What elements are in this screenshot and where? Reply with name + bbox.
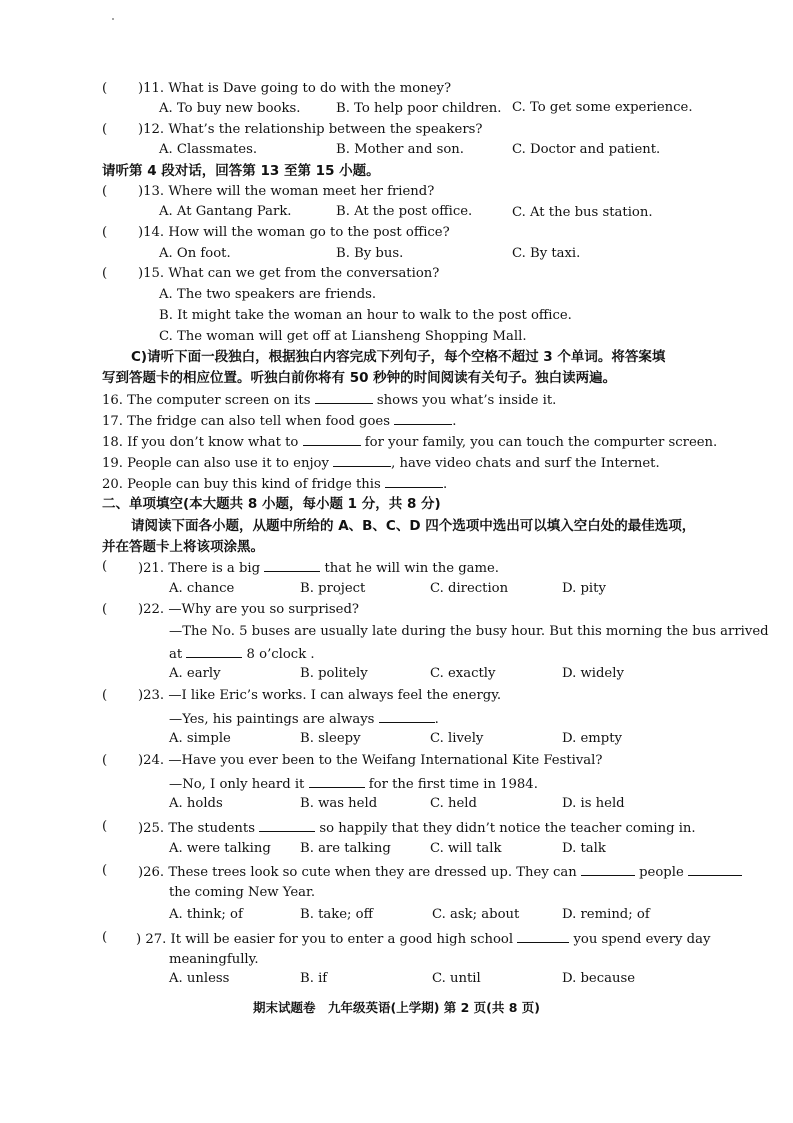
question-stem: How will the woman go to the post office? bbox=[168, 225, 450, 240]
question-stem: Where will the woman meet her friend? bbox=[168, 184, 435, 199]
dialogue-text: —No, I only heard it bbox=[169, 777, 309, 792]
option-d: D. widely bbox=[562, 666, 624, 681]
dialogue-line bbox=[169, 775, 538, 793]
answer-paren: ( bbox=[102, 863, 108, 878]
option-c: C. until bbox=[432, 971, 481, 986]
option-c: C. direction bbox=[430, 581, 509, 596]
answer-blank bbox=[394, 412, 452, 425]
fill-item-17 bbox=[102, 412, 456, 430]
answer-paren: ( bbox=[102, 266, 108, 281]
question-number: )24. bbox=[138, 753, 165, 768]
page-footer: 期末试题卷 九年级英语(上学期) 第 2 页(共 8 页) bbox=[252, 1000, 540, 1015]
question-stem: The students bbox=[168, 821, 260, 836]
question-12 bbox=[138, 122, 482, 138]
question-21 bbox=[138, 559, 499, 577]
question-number: )22. bbox=[138, 602, 165, 617]
fill-text: 20. People can buy this kind of fridge this bbox=[102, 477, 385, 492]
dialogue-text: —Yes, his paintings are always bbox=[169, 712, 379, 727]
option-c: C. By taxi. bbox=[512, 246, 581, 261]
question-stem-continued: meaningfully. bbox=[169, 952, 259, 967]
question-14 bbox=[138, 225, 450, 241]
question-27 bbox=[136, 930, 710, 948]
question-stem: people bbox=[634, 865, 688, 880]
answer-blank bbox=[264, 559, 320, 572]
question-25 bbox=[138, 819, 696, 837]
question-stem: What can we get from the conversation? bbox=[168, 266, 440, 281]
answer-paren: ( bbox=[102, 122, 108, 137]
option-c: C. exactly bbox=[430, 666, 496, 681]
fill-text: shows you what’s inside it. bbox=[372, 393, 557, 408]
option-b: B. At the post office. bbox=[336, 204, 473, 219]
answer-blank bbox=[379, 710, 435, 723]
option-d: D. talk bbox=[562, 841, 606, 856]
option-b: B. take; off bbox=[300, 907, 373, 922]
question-11 bbox=[138, 81, 451, 97]
option-a: A. simple bbox=[169, 731, 231, 746]
fill-text: 17. The fridge can also tell when food goes bbox=[102, 414, 395, 429]
answer-paren: ( bbox=[102, 930, 108, 945]
fill-text: . bbox=[452, 414, 457, 429]
section4-instruction: 请听第 4 段对话，回答第 13 至第 15 小题。 bbox=[102, 163, 380, 179]
question-stem-continued: the coming New Year. bbox=[169, 885, 316, 900]
answer-paren: ( bbox=[102, 753, 108, 768]
option-a: A. early bbox=[169, 666, 221, 681]
option-c: C. lively bbox=[430, 731, 484, 746]
dialogue-text: for the first time in 1984. bbox=[364, 777, 538, 792]
option-a: A. The two speakers are friends. bbox=[159, 287, 377, 302]
option-a: A. Classmates. bbox=[159, 142, 258, 157]
option-d: D. is held bbox=[562, 796, 625, 811]
question-24 bbox=[138, 753, 602, 769]
part2-instruction-1: 请阅读下面各小题，从题中所给的 A、B、C、D 四个选项中选出可以填入空白处的最佳选项， bbox=[131, 518, 696, 534]
question-23 bbox=[138, 688, 501, 704]
option-c: C. held bbox=[430, 796, 477, 811]
dialogue-text: 8 o’clock . bbox=[242, 647, 315, 662]
question-stem: What’s the relationship between the speakers? bbox=[168, 122, 483, 137]
answer-blank bbox=[309, 775, 365, 788]
question-22 bbox=[138, 602, 359, 618]
fill-text: for your family, you can touch the compurter screen. bbox=[360, 435, 718, 450]
fill-item-20 bbox=[102, 475, 447, 493]
dialogue-line: —I like Eric’s works. I can always feel the energy. bbox=[168, 688, 502, 703]
question-15 bbox=[138, 266, 439, 282]
question-stem: There is a big bbox=[168, 561, 265, 576]
answer-blank bbox=[688, 863, 742, 876]
question-stem: What is Dave going to do with the money? bbox=[168, 81, 452, 96]
dialogue-line: —Have you ever been to the Weifang International Kite Festival? bbox=[168, 753, 603, 768]
answer-paren: ( bbox=[102, 819, 108, 834]
answer-paren: ( bbox=[102, 81, 108, 96]
option-a: A. On foot. bbox=[159, 246, 231, 261]
option-a: A. To buy new books. bbox=[159, 101, 301, 116]
answer-blank bbox=[259, 819, 315, 832]
option-c: C. The woman will get off at Liansheng Shopping Mall. bbox=[159, 329, 527, 344]
option-a: A. think; of bbox=[169, 907, 243, 922]
scan-speck bbox=[112, 18, 114, 20]
option-b: B. politely bbox=[300, 666, 368, 681]
option-d: D. empty bbox=[562, 731, 622, 746]
section-c-instruction-1: C)请听下面一段独白，根据独白内容完成下列句子，每个空格不超过 3 个单词。将答案填 bbox=[131, 349, 666, 365]
answer-blank bbox=[303, 433, 361, 446]
fill-text: 19. People can also use it to enjoy bbox=[102, 456, 334, 471]
option-d: D. pity bbox=[562, 581, 606, 596]
option-a: A. unless bbox=[169, 971, 230, 986]
option-c: C. ask; about bbox=[432, 907, 520, 922]
answer-paren: ( bbox=[102, 184, 108, 199]
option-c: C. To get some experience. bbox=[512, 100, 693, 115]
dialogue-line: —The No. 5 buses are usually late during the busy hour. But this morning the bus arrived bbox=[169, 624, 769, 639]
dialogue-line bbox=[169, 710, 439, 728]
option-a: A. were talking bbox=[169, 841, 271, 856]
option-b: B. Mother and son. bbox=[336, 142, 464, 157]
question-number: )11. bbox=[138, 81, 165, 96]
answer-blank bbox=[385, 475, 443, 488]
question-number: )26. bbox=[138, 865, 165, 880]
dialogue-text: . bbox=[434, 712, 439, 727]
option-c: C. will talk bbox=[430, 841, 502, 856]
option-d: D. because bbox=[562, 971, 636, 986]
fill-text: , have video chats and surf the Internet. bbox=[391, 456, 660, 471]
fill-item-16 bbox=[102, 391, 556, 409]
question-number: ) 27. bbox=[136, 932, 167, 947]
dialogue-line: —Why are you so surprised? bbox=[168, 602, 359, 617]
question-number: )14. bbox=[138, 225, 165, 240]
question-number: )15. bbox=[138, 266, 165, 281]
question-stem: that he will win the game. bbox=[320, 561, 499, 576]
dialogue-text: at bbox=[169, 647, 187, 662]
answer-paren: ( bbox=[102, 559, 108, 574]
option-b: B. are talking bbox=[300, 841, 391, 856]
question-stem: It will be easier for you to enter a good high school bbox=[170, 932, 518, 947]
fill-text: 18. If you don’t know what to bbox=[102, 435, 303, 450]
option-b: B. project bbox=[300, 581, 366, 596]
option-a: A. chance bbox=[169, 581, 235, 596]
dialogue-line bbox=[169, 645, 315, 663]
option-b: B. if bbox=[300, 971, 328, 986]
option-b: B. To help poor children. bbox=[336, 101, 502, 116]
option-d: D. remind; of bbox=[562, 907, 650, 922]
option-a: A. holds bbox=[169, 796, 223, 811]
question-stem: These trees look so cute when they are dressed up. They can bbox=[168, 865, 581, 880]
question-number: )12. bbox=[138, 122, 165, 137]
option-b: B. was held bbox=[300, 796, 378, 811]
question-stem: so happily that they didn’t notice the teacher coming in. bbox=[315, 821, 696, 836]
section-c-instruction-2: 写到答题卡的相应位置。听独白前你将有 50 秒钟的时间阅读有关句子。独白读两遍。 bbox=[102, 370, 617, 386]
part2-instruction-2: 并在答题卡上将该项涂黑。 bbox=[102, 539, 264, 555]
option-c: C. Doctor and patient. bbox=[512, 142, 661, 157]
option-c: C. At the bus station. bbox=[512, 205, 653, 220]
option-b: B. sleepy bbox=[300, 731, 361, 746]
question-number: )13. bbox=[138, 184, 165, 199]
fill-item-19 bbox=[102, 454, 660, 472]
part2-heading: 二、单项填空(本大题共 8 小题，每小题 1 分，共 8 分) bbox=[102, 496, 441, 512]
answer-paren: ( bbox=[102, 225, 108, 240]
question-number: )23. bbox=[138, 688, 165, 703]
answer-blank bbox=[581, 863, 635, 876]
answer-blank bbox=[333, 454, 391, 467]
fill-text: 16. The computer screen on its bbox=[102, 393, 315, 408]
question-number: )25. bbox=[138, 821, 165, 836]
question-26 bbox=[138, 863, 742, 881]
question-13 bbox=[138, 184, 434, 200]
answer-blank bbox=[186, 645, 242, 658]
option-b: B. By bus. bbox=[336, 246, 404, 261]
fill-text: . bbox=[442, 477, 448, 492]
question-stem: you spend every day bbox=[569, 932, 711, 947]
option-a: A. At Gantang Park. bbox=[159, 204, 292, 219]
answer-blank bbox=[315, 391, 373, 404]
question-number: )21. bbox=[138, 561, 165, 576]
answer-blank bbox=[517, 930, 569, 943]
fill-item-18 bbox=[102, 433, 717, 451]
answer-paren: ( bbox=[102, 602, 108, 617]
answer-paren: ( bbox=[102, 688, 108, 703]
option-b: B. It might take the woman an hour to walk to the post office. bbox=[159, 308, 572, 323]
